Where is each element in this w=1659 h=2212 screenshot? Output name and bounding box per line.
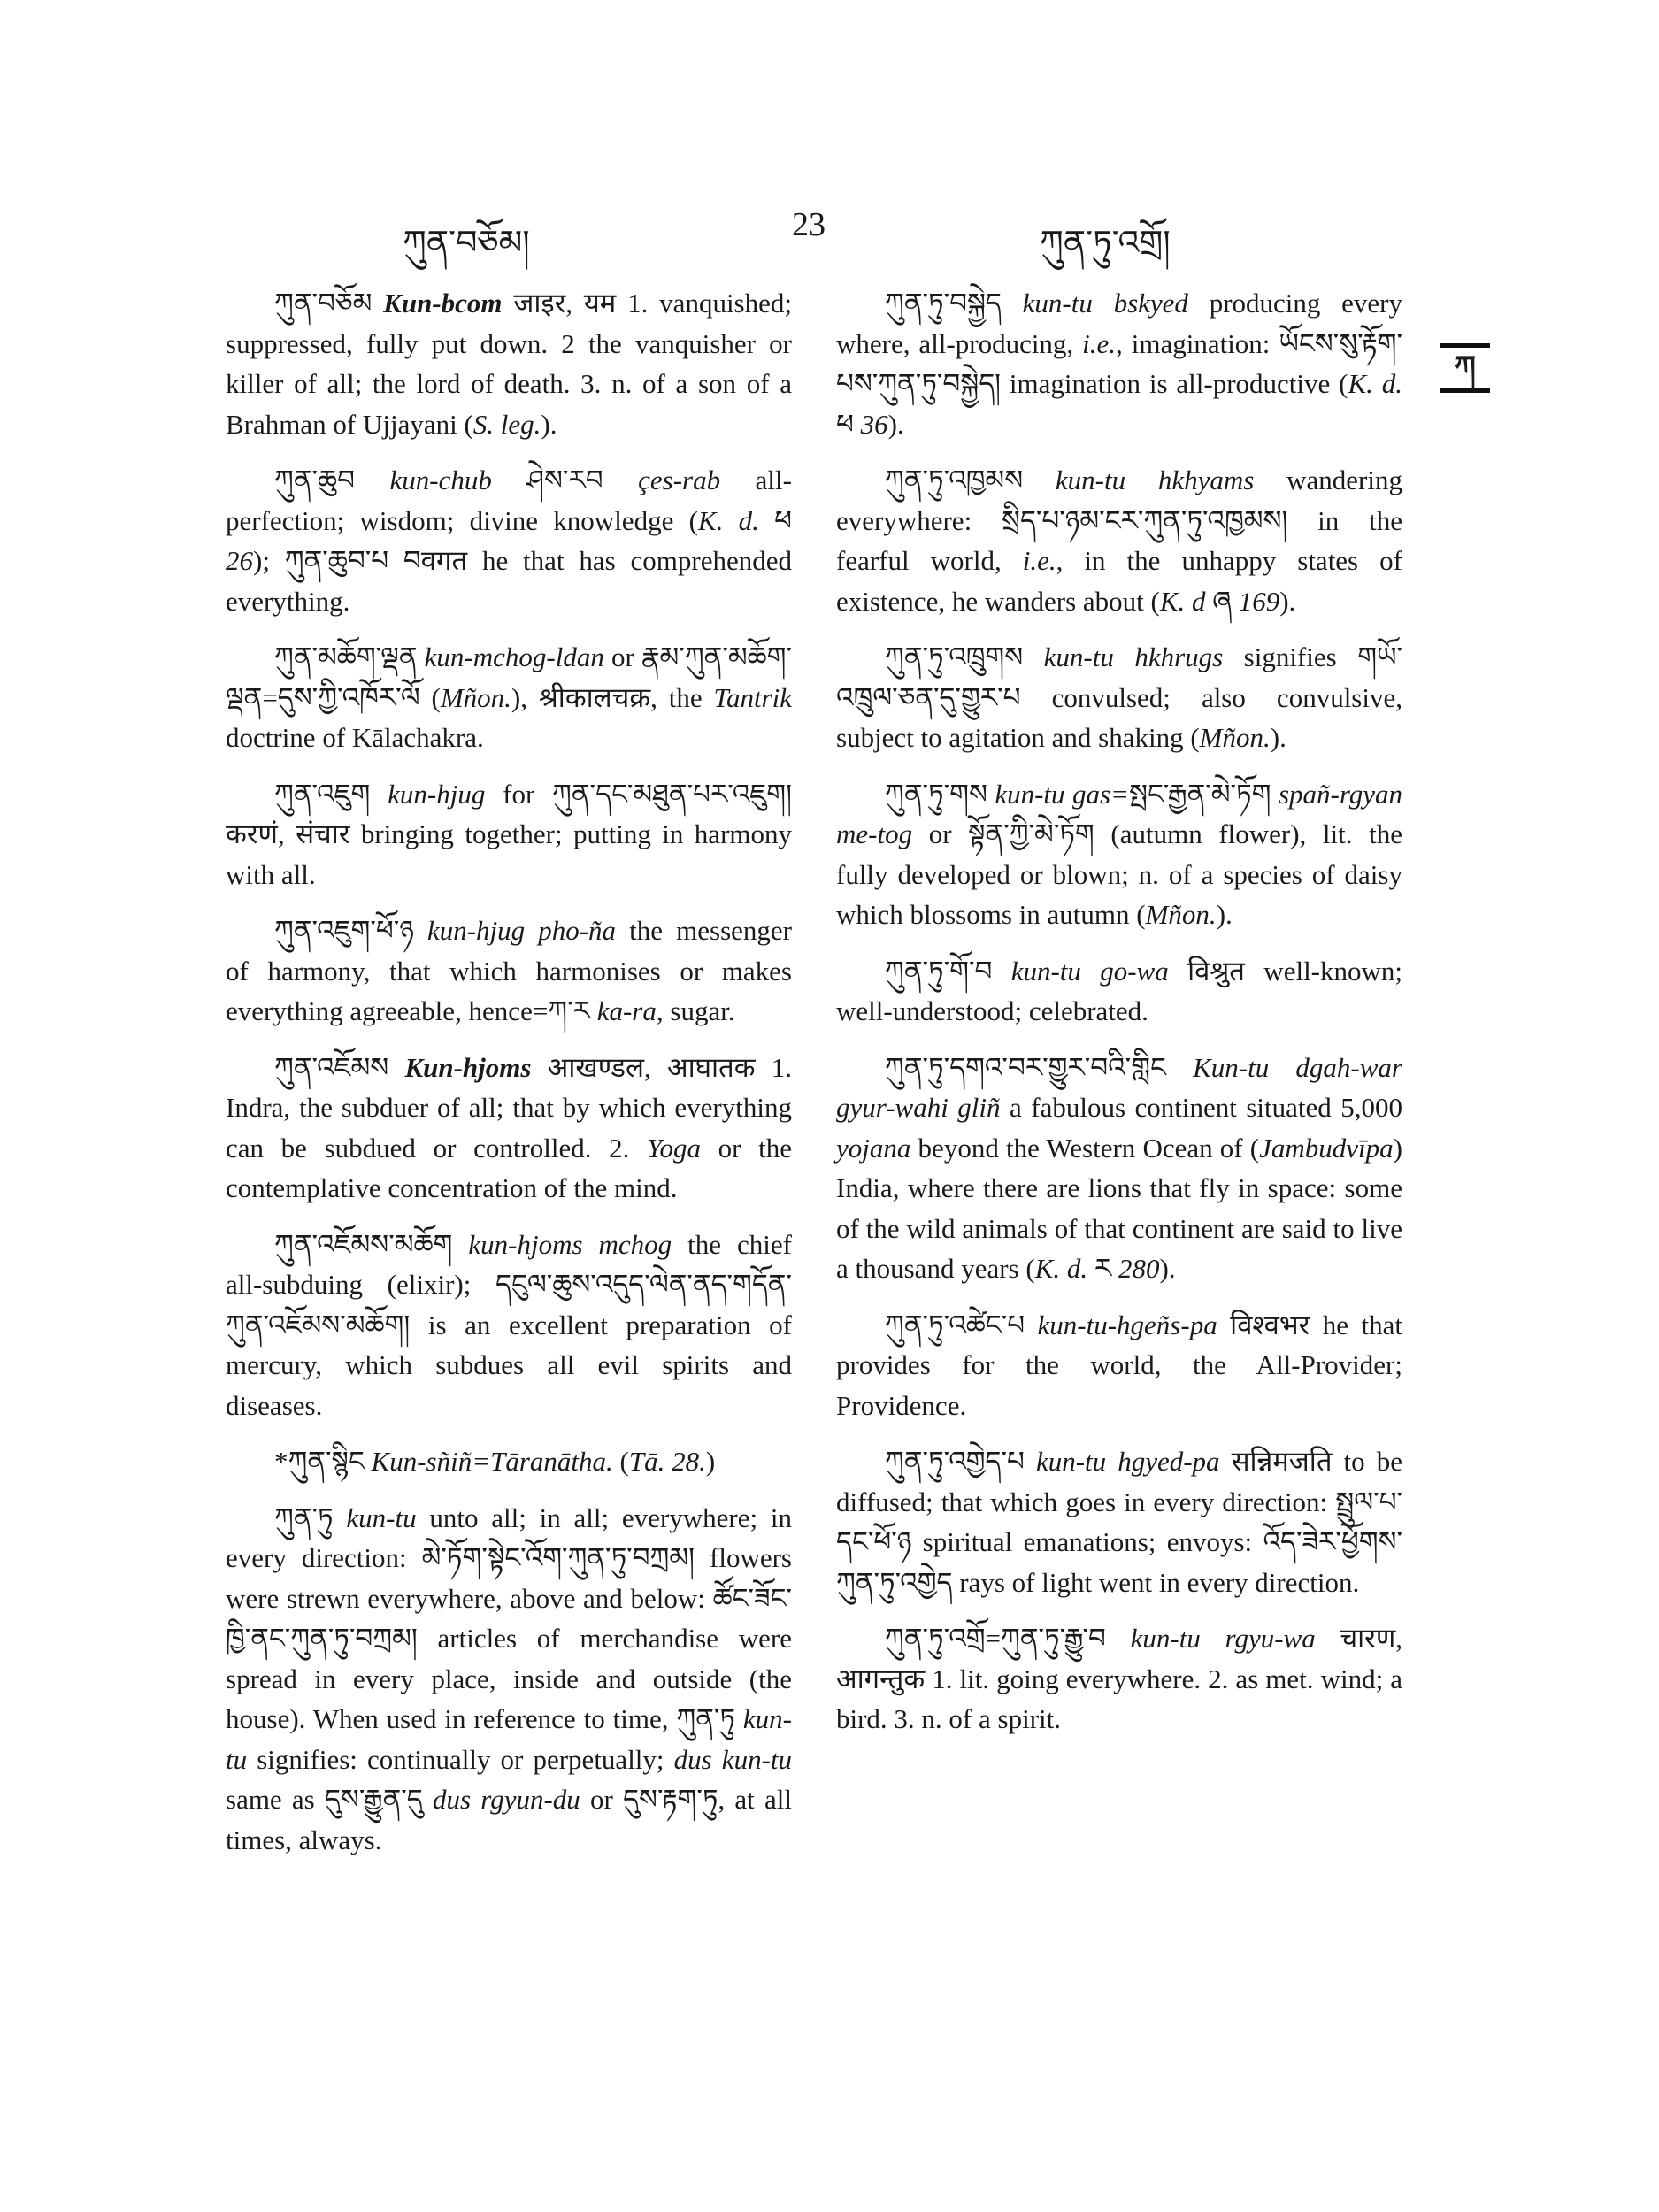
entry-text: , in the unhappy states of existence, he wanders about ( bbox=[836, 545, 1402, 617]
italic-text: i.e. bbox=[1022, 545, 1056, 576]
entry-text: ཀུན་འཇུག bbox=[274, 778, 388, 810]
headword: Kun-hjoms bbox=[404, 1051, 532, 1083]
entry-text: ཀུན་མཆོག་ལྡན bbox=[274, 641, 425, 672]
italic-text: Mñon. bbox=[440, 681, 511, 713]
italic-text: kun-tu hkhyams bbox=[1055, 465, 1255, 495]
entry-text: ཕ bbox=[758, 504, 792, 536]
italic-text: Tantrik bbox=[713, 681, 792, 713]
header-right-guideword: ཀུན་ཏུ་འགྲོ། bbox=[1040, 225, 1171, 262]
entry-text: ཀུན་ཏུ་འཚེང་པ bbox=[885, 1309, 1038, 1340]
entry-text: जाइर, यम 1. vanquished; suppressed, fully put down. 2 the vanquisher or killer of all; the lord of death. 3. n. of a son of a Brahman of Ujjayani ( bbox=[226, 288, 792, 440]
entry-text: ). bbox=[1279, 585, 1296, 617]
entry-text: ཀུན་ཏུ་འཁྲུགས bbox=[885, 641, 1044, 672]
dictionary-entry bbox=[836, 637, 1402, 758]
dictionary-entry bbox=[226, 910, 792, 1032]
entry-text: *ཀུན་སྙིང bbox=[274, 1446, 372, 1477]
italic-text: kun-tu bbox=[226, 1703, 792, 1775]
entry-text: ཀུན་འཇོམས bbox=[274, 1051, 405, 1083]
entry-text: for ཀུན་དང་མཐུན་པར་འཇུག། करणं, संचार bringing together; putting in harmony with all. bbox=[226, 778, 792, 890]
entry-text: or the contemplative concentration of the mind. bbox=[226, 1132, 792, 1203]
entry-text: विश्वभर he that provides for the world, the All-Provider; Providence. bbox=[836, 1309, 1402, 1421]
entry-text: producing every where, all-producing, bbox=[836, 288, 1402, 359]
left-column bbox=[226, 283, 792, 1876]
dictionary-entry bbox=[836, 1618, 1402, 1740]
italic-text: kun-tu gas= bbox=[995, 778, 1129, 810]
dictionary-entry bbox=[226, 283, 792, 444]
entry-text: सन्निमजति to be diffused; that which goes in every direction: སྤྲུལ་པ་དང་ཕོ་ཉ spiritual emanations; envoys: འོད་ཟེར་ཕྱོགས་ཀུན་ཏུ་འགྱེད rays of light went in every direction. bbox=[836, 1446, 1402, 1598]
dictionary-entry bbox=[226, 1048, 792, 1209]
dictionary-entry bbox=[226, 460, 792, 621]
italic-text: 280 bbox=[1118, 1253, 1160, 1284]
italic-text: kun-tu-hgeñs-pa bbox=[1037, 1309, 1217, 1340]
italic-text: kun-tu go-wa bbox=[1010, 955, 1169, 987]
entry-text: , imagination: ཡོངས་སུ་རྟོག་པས་ཀུན་ཏུ་བསྐྱེད། imagination is all-productive ( bbox=[836, 327, 1402, 399]
entry-text: ཀུན་ཏུ་དགའ་བར་གྱུར་བའི་གླིང bbox=[885, 1051, 1194, 1083]
dictionary-entry bbox=[836, 460, 1402, 621]
italic-text: kun-tu bbox=[346, 1502, 417, 1533]
dictionary-entry bbox=[836, 1441, 1402, 1602]
dictionary-entry bbox=[226, 1225, 792, 1426]
italic-text: K. d bbox=[1159, 585, 1206, 617]
header-left-guideword: ཀུན་བཅོམ། bbox=[403, 225, 530, 262]
italic-text: kun-tu rgyu-wa bbox=[1130, 1623, 1316, 1654]
italic-text: dus rgyun-du bbox=[433, 1784, 580, 1815]
entry-text: ཀུན་ཏུ་འཁྱམས bbox=[885, 465, 1056, 495]
dictionary-entry bbox=[226, 637, 792, 758]
entry-text: , sugar. bbox=[656, 995, 735, 1026]
entry-text: or རྣམ་ཀུན་མཆོག་ལྡན=དུས་ཀྱི་འཁོར་ལོ ( bbox=[226, 641, 792, 713]
italic-text: kun-tu hgyed-pa bbox=[1035, 1446, 1220, 1477]
entry-text: ཀུན་ཆུབ bbox=[274, 465, 390, 495]
italic-text: S. leg. bbox=[472, 408, 541, 440]
italic-text: spañ-rgyan me-tog bbox=[836, 778, 1402, 849]
entry-text: ). bbox=[1159, 1253, 1176, 1284]
italic-text: 36 bbox=[860, 408, 888, 440]
entry-text: beyond the Western Ocean of ( bbox=[910, 1132, 1260, 1164]
entry-text: the chief all-subduing (elixir); དངུལ་ཆུས་འདུད་ལེན་ནད་གདོན་ཀུན་འཇོམས་མཆོག། is an excellent preparation of mercury, which subdues all evil spirits and diseases. bbox=[226, 1228, 792, 1421]
italic-text: K. d. bbox=[697, 504, 759, 536]
entry-text: wandering everywhere: སྲིད་པ་ཉམ་ངར་ཀུན་ཏུ་འཁྱམས། in the fearful world, bbox=[836, 465, 1402, 576]
entry-text: ར bbox=[1087, 1253, 1118, 1284]
italic-text: dus kun-tu bbox=[673, 1743, 792, 1775]
dictionary-entry bbox=[836, 774, 1402, 935]
italic-text: kun-chub bbox=[389, 465, 492, 495]
entry-text: ཀུན་ཏུ་གས bbox=[885, 778, 995, 810]
italic-text: Tā. 28. bbox=[628, 1446, 706, 1477]
dictionary-entry bbox=[836, 283, 1402, 444]
entry-text: ). bbox=[887, 408, 904, 440]
italic-text: kun-hjoms mchog bbox=[468, 1228, 672, 1260]
dictionary-entry bbox=[836, 1305, 1402, 1426]
dictionary-entry bbox=[226, 774, 792, 895]
italic-text: kun-tu hkhrugs bbox=[1043, 641, 1224, 672]
italic-text: Kun-sñiñ=Tāranātha. bbox=[371, 1446, 613, 1477]
entry-text: आखण्डल, आघातक 1. Indra, the subduer of all; that by which everything can be subdued or controlled. 2. bbox=[226, 1051, 792, 1164]
entry-text: ཀུན་འཇུག་ཕོ་ཉ bbox=[274, 915, 427, 946]
italic-text: kun-hjug pho-ña bbox=[426, 915, 617, 946]
entry-text: the messenger of harmony, that which harmonises or makes everything agreeable, hence=ཀ་ར bbox=[226, 915, 792, 1026]
italic-text: kun-mchog-ldan bbox=[424, 641, 604, 672]
italic-text: Jambudvīpa bbox=[1259, 1132, 1394, 1164]
thumb-index-tab: ཀ bbox=[1440, 343, 1490, 393]
entry-text: ཕ bbox=[836, 408, 861, 440]
italic-text: Yoga bbox=[647, 1132, 701, 1164]
entry-text: ). bbox=[541, 408, 557, 440]
entry-text: or དུས་རྟག་ཏུ, at all times, always. bbox=[226, 1784, 793, 1855]
entry-text: ). bbox=[1216, 899, 1233, 930]
entry-text: चारण, आगन्तुक 1. lit. going everywhere. 2. as met. wind; a bird. 3. n. of a spirit. bbox=[836, 1623, 1402, 1734]
italic-text: kun-hjug bbox=[388, 778, 486, 810]
entry-text: ) India, where there are lions that fly in space: some of the wild animals of that continent are said to live a thousand years ( bbox=[836, 1132, 1402, 1284]
italic-text: 26 bbox=[226, 545, 253, 576]
italic-text: yojana bbox=[836, 1132, 911, 1164]
italic-text: K. d. bbox=[1348, 368, 1402, 399]
italic-text: kun-tu bskyed bbox=[1022, 288, 1188, 319]
entry-text: ཤེས་རབ bbox=[491, 465, 639, 495]
entry-text: ཀུན་འཇོམས་མཆོག bbox=[274, 1228, 469, 1260]
entry-text: ) bbox=[705, 1446, 716, 1477]
entry-text: doctrine of Kālachakra. bbox=[226, 722, 484, 753]
entry-text: a fabulous continent situated 5,000 bbox=[1000, 1092, 1402, 1123]
entry-text: signifies: continually or perpetually; bbox=[247, 1743, 674, 1775]
entry-text: or སྟོན་ཀྱི་མེ་ཏོག (autumn flower), lit. the fully developed or blown; n. of a species of daisy which blossoms in autumn ( bbox=[836, 818, 1402, 930]
entry-text: ཀུན་ཏུ་གོ་བ bbox=[885, 955, 1011, 987]
italic-text: Mñon. bbox=[1199, 722, 1271, 753]
italic-text: K. d. bbox=[1034, 1253, 1088, 1284]
italic-text: i.e. bbox=[1082, 327, 1117, 359]
entry-text: ཀུན་ཏུ་བསྐྱེད bbox=[885, 288, 1023, 319]
italic-text: 169 bbox=[1238, 585, 1280, 617]
entry-text: ཀུན་བཅོམ bbox=[274, 288, 384, 319]
page-header bbox=[0, 205, 1659, 262]
entry-text: same as དུས་རྒྱུན་དུ bbox=[226, 1784, 433, 1815]
dictionary-entry bbox=[226, 1498, 792, 1861]
entry-text: ( bbox=[612, 1446, 629, 1477]
entry-text: ཀུན་ཏུ bbox=[274, 1502, 347, 1533]
page-number: 23 bbox=[792, 206, 826, 243]
entry-text: ); ཀུན་ཆུབ་པ བवगत he that has comprehended everything. bbox=[226, 545, 792, 617]
entry-text: signifies གཡོ་འཁྲུལ་ཅན་དུ་གྱུར་པ convulsed; also convulsive, subject to agitation and shaking ( bbox=[836, 641, 1403, 753]
entry-text: all-perfection; wisdom; divine knowledge ( bbox=[226, 465, 792, 536]
italic-text: çes-rab bbox=[638, 465, 721, 495]
dictionary-entry bbox=[836, 1048, 1402, 1289]
entry-text: ). bbox=[1270, 722, 1286, 753]
italic-text: Mñon. bbox=[1145, 899, 1217, 930]
dictionary-entry bbox=[836, 951, 1402, 1032]
italic-text: ka-ra bbox=[596, 995, 657, 1026]
entry-text: ཀུན་ཏུ་འགྱེད་པ bbox=[885, 1446, 1036, 1477]
entry-text: ཞ bbox=[1205, 585, 1239, 617]
entry-text: विश्रुत well-known; well-understood; celebrated. bbox=[836, 955, 1402, 1026]
italic-text: Kun-tu dgah-war gyur-wahi gliñ bbox=[836, 1051, 1402, 1123]
right-column bbox=[836, 283, 1402, 1755]
dictionary-entry bbox=[226, 1441, 792, 1482]
entry-text: སྤང་རྒྱན་མེ་ཏོག bbox=[1128, 778, 1279, 810]
entry-text: unto all; in all; everywhere; in every direction: མེ་ཏོག་སྟེང་འོག་ཀུན་ཏུ་བཀྲམ། flowers were strewn everywhere, above and below: ཚོང་ཟོང་ཁྱི་ནང་ཀུན་ཏུ་བཀྲམ། articles of merchandise were spread in every place, inside and outside (the house). When used in reference to time, ཀུན་ཏུ bbox=[226, 1502, 793, 1734]
entry-text: ), श्रीकालचक्र, the bbox=[511, 681, 714, 713]
entry-text: ཀུན་ཏུ་འགྲོ=ཀུན་ཏུ་རྒྱུ་བ bbox=[885, 1623, 1131, 1654]
headword: Kun-bcom bbox=[383, 288, 503, 319]
